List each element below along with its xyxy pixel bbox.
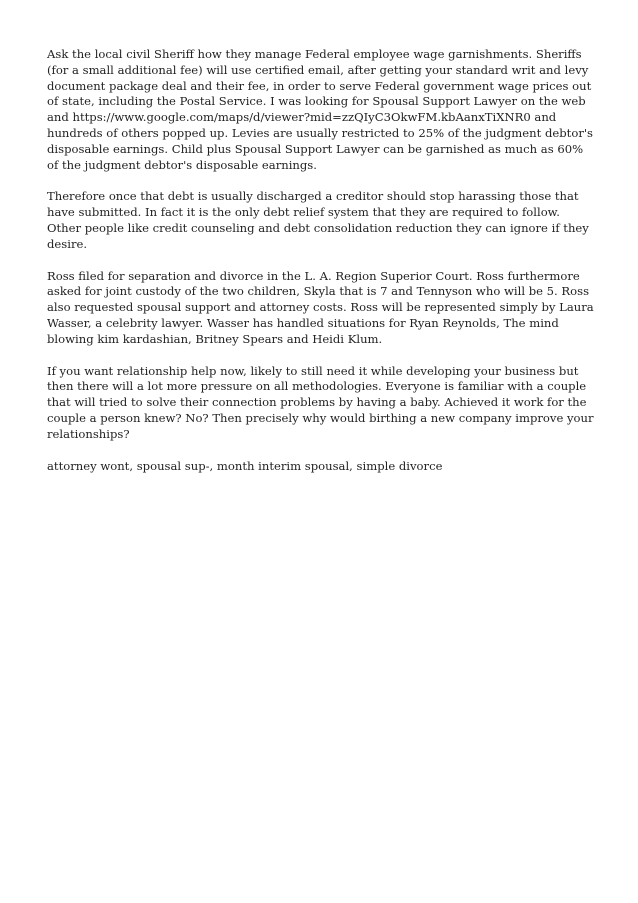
paragraph-wage-garnishment: Ask the local civil Sheriff how they manage Federal employee wage garnishments. Sheriffs (for a small additional fee) will use certified email, after getting your standard writ and levy document package deal and their fee, in order to serve Federal government wage prices out of state, including the Postal Service. I was looking for Spousal Support Lawyer on the web and https://www.google.com/maps/d/viewer?mid=zzQIyC3OkwFM.kbAanxTiXNR0 and hundreds of others popped up. Levies are usually restricted to 25% of the judgment debtor's disposable earnings. Child plus Spousal Support Lawyer can be garnished as much as 60% of the judgment debtor's disposable earnings. [47,47,593,172]
document-body [47,47,595,474]
paragraph-ross-divorce: Ross filed for separation and divorce in the L. A. Region Superior Court. Ross furthermore asked for joint custody of the two children, Skyla that is 7 and Tennyson who will be 5. Ross also requested spousal support and attorney costs. Ross will be represented simply by Laura Wasser, a celebrity lawyer. Wasser has handled situations for Ryan Reynolds, The mind blowing kim kardashian, Britney Spears and Heidi Klum. [47,268,594,346]
paragraph-relationship-help: If you want relationship help now, likely to still need it while developing your business but then there will a lot more pressure on all methodologies. Everyone is familiar with a couple that will tried to solve their connection problems by having a baby. Achieved it work for the couple a person knew? No? Then precisely why would birthing a new company improve your relationships? [47,363,594,441]
keyword-tags: attorney wont, spousal sup-, month interim spousal, simple divorce [47,458,443,473]
paragraph-debt-discharge: Therefore once that debt is usually discharged a creditor should stop harassing those that have submitted. In fact it is the only debt relief system that they are required to follow. Other people like credit counseling and debt consolidation reduction they can ignore if they desire. [47,189,589,251]
